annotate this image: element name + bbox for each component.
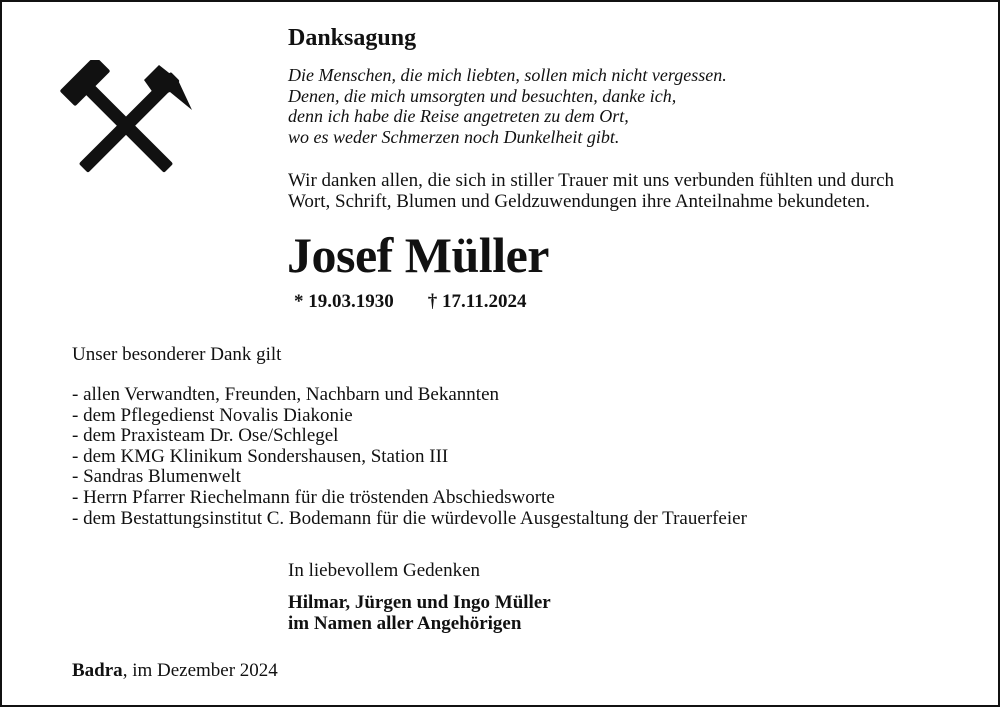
thanks-line: Wir danken allen, die sich in stiller Trauer mit uns verbunden fühlten und durch (288, 170, 895, 191)
list-item: - dem Praxisteam Dr. Ose/Schlegel (72, 425, 339, 447)
place-date (72, 660, 278, 682)
list-item: - dem KMG Klinikum Sondershausen, Station III (72, 445, 449, 467)
poem (288, 65, 727, 147)
list-item: - dem Pflegedienst Novalis Diakonie (72, 404, 353, 426)
death-date: † 17.11.2024 (427, 291, 527, 312)
poem-line: wo es weder Schmerzen noch Dunkelheit gibt. (288, 126, 620, 147)
thanks-line: Wort, Schrift, Blumen und Geldzuwendungen ihre Anteilnahme bekundeten. (288, 191, 871, 212)
special-thanks-list (72, 385, 747, 529)
life-dates (294, 291, 526, 313)
list-item: - allen Verwandten, Freunden, Nachbarn und Bekannten (72, 384, 500, 405)
signature-line: im Namen aller Angehörigen (288, 613, 522, 634)
list-item: - dem Bestattungsinstitut C. Bodemann für die würdevolle Ausgestaltung der Trauerfeier (72, 507, 747, 529)
heading: Danksagung (288, 25, 417, 51)
place-name: Badra (72, 660, 123, 681)
list-item: - Sandras Blumenwelt (72, 466, 241, 488)
deceased-name: Josef Müller (287, 227, 549, 283)
poem-line: denn ich habe die Reise angetreten zu dem Ort, (288, 106, 629, 126)
crossed-hammers-icon (58, 60, 194, 178)
birth-date: * 19.03.1930 (294, 291, 394, 312)
poem-line: Die Menschen, die mich liebten, sollen mich nicht vergessen. (288, 65, 727, 85)
closing-phrase: In liebevollem Gedenken (288, 560, 481, 581)
poem-line: Denen, die mich umsorgten und besuchten, danke ich, (288, 85, 677, 106)
date-text: , im Dezember 2024 (122, 660, 278, 681)
thanks-paragraph (288, 170, 894, 212)
signature (288, 592, 551, 634)
list-item: - Herrn Pfarrer Riechelmann für die tröstenden Abschiedsworte (72, 486, 555, 508)
special-thanks-intro: Unser besonderer Dank gilt (72, 344, 282, 365)
signature-line: Hilmar, Jürgen und Ingo Müller (288, 592, 551, 613)
